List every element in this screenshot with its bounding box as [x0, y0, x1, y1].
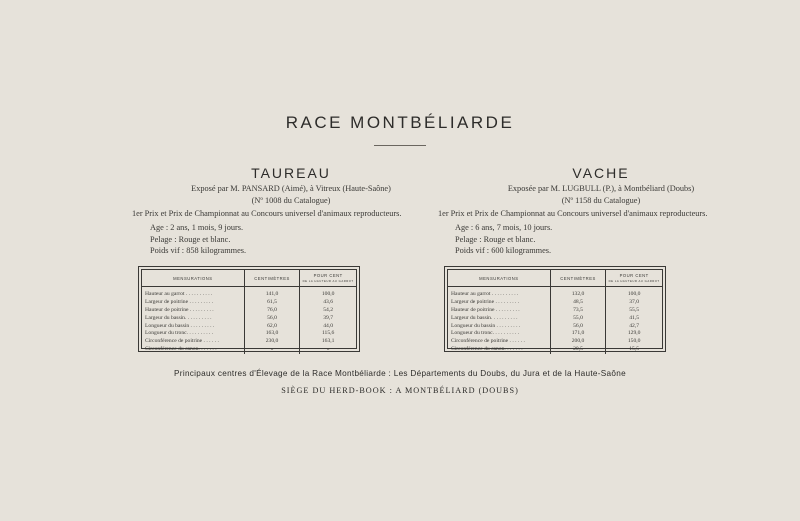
table-cell-cm: 200,0 [571, 338, 585, 345]
bull-catalogue: (Nº 1008 du Catalogue) [251, 195, 331, 205]
bull-cm-column [245, 287, 301, 354]
table-row-label: Longueur du bassin . . . . . . . . . [145, 322, 215, 329]
table-cell-pct: 43,6 [323, 298, 334, 305]
table-row-label: Circonférence de poitrine . . . . . . [451, 338, 525, 345]
bull-age: Age : 2 ans, 1 mois, 9 jours. [150, 223, 244, 232]
bull-prize: 1er Prix et Prix de Championnat au Concours universel d'animaux reproducteurs. [132, 209, 402, 218]
table-cell-cm: 56,0 [267, 314, 277, 321]
header-pour-cent-sub: DE LA HAUTEUR AU GARROT [608, 279, 660, 283]
table-row-label: Longueur du bassin . . . . . . . . . [451, 322, 521, 329]
table-cell-cm: 48,5 [573, 298, 583, 305]
table-cell-cm: 76,0 [267, 306, 277, 313]
table-cell-cm: 62,0 [267, 322, 277, 329]
table-cell-pct: 42,7 [629, 322, 640, 329]
table-cell-cm: 55,0 [573, 314, 583, 321]
cow-cm-column [551, 287, 607, 354]
bull-facts [150, 222, 246, 257]
cow-header [436, 165, 766, 206]
bull-header [126, 165, 456, 206]
cow-labels-column [448, 287, 551, 354]
bull-pelage: Pelage : Rouge et blanc. [150, 234, 231, 244]
table-cell-cm: 56,0 [573, 322, 583, 329]
table-cell-pct: 115,6 [321, 330, 335, 337]
table-row-label: Hauteur de poitrine . . . . . . . . . [145, 306, 214, 313]
header-mensurations: MENSURATIONS [142, 270, 245, 287]
cow-exhibitor: Exposée par M. LUGBULL (P.), à Montbéliard (Doubs) [507, 184, 695, 193]
breeding-centres-note: Principaux centres d'Élevage de la Race Montbéliarde : Les Départements du Doubs, du Jura et de la Haute-Saône [174, 369, 626, 378]
bull-weight: Poids vif : 858 kilogrammes. [150, 246, 247, 256]
cow-measurements-table [444, 266, 666, 352]
header-pour-cent-label: POUR CENT [619, 273, 649, 278]
header-pour-cent [300, 270, 356, 287]
bull-exhibitor: Exposé par M. PANSARD (Aimé), à Vitreux (Haute-Saône) [191, 184, 391, 193]
bull-pct-column [300, 287, 356, 354]
table-cell-cm: 73,5 [573, 306, 583, 313]
table-row-label: Largeur du bassin. . . . . . . . . . [451, 314, 518, 321]
table-cell-pct: » [326, 346, 330, 353]
header-pour-cent [606, 270, 662, 287]
table-cell-pct: 129,0 [627, 330, 641, 337]
table-cell-cm: 132,0 [571, 291, 585, 297]
table-row-label: Hauteur de poitrine . . . . . . . . . [451, 306, 520, 313]
cow-pct-column [606, 287, 662, 354]
table-cell-cm: » [270, 346, 274, 353]
table-cell-pct: 163,1 [321, 338, 335, 345]
cow-catalogue: (Nº 1158 du Catalogue) [561, 195, 641, 205]
table-row-label: Circonférence du canon. . . . . . . [145, 346, 217, 353]
herd-book-seat: SIÈGE DU HERD-BOOK : A MONTBÉLIARD (DOUBS) [281, 386, 519, 395]
table-cell-pct: 100,0 [321, 291, 335, 297]
table-cell-pct: 39,7 [323, 314, 334, 321]
table-row-label: Circonférence de poitrine . . . . . . [145, 338, 219, 345]
header-centimetres: CENTIMÈTRES [245, 270, 301, 287]
table-row-label: Circonférence du canon. . . . . . . [451, 346, 523, 353]
cow-title: VACHE [572, 165, 630, 181]
title-divider [374, 145, 426, 146]
cow-prize: 1er Prix et Prix de Championnat au Concours universel d'animaux reproducteurs. [438, 209, 708, 218]
table-cell-pct: 15,5 [629, 346, 640, 353]
table-row-label: Longueur du tronc. . . . . . . . . . [451, 330, 520, 337]
table-row-label: Largeur de poitrine . . . . . . . . . [145, 298, 214, 305]
table-cell-pct: 150,0 [627, 338, 641, 345]
cow-weight: Poids vif : 600 kilogrammes. [455, 246, 552, 256]
table-row-label: Hauteur au garrot . . . . . . . . . . [451, 291, 519, 297]
table-cell-cm: 230,0 [265, 338, 279, 345]
table-cell-pct: 41,5 [629, 314, 640, 321]
table-cell-cm: 171,0 [571, 330, 585, 337]
header-pour-cent-label: POUR CENT [313, 273, 343, 278]
table-cell-pct: 37,0 [629, 298, 640, 305]
table-cell-pct: 100,0 [627, 291, 641, 297]
table-cell-cm: 163,0 [265, 330, 279, 337]
header-mensurations: MENSURATIONS [448, 270, 551, 287]
table-row-label: Largeur du bassin. . . . . . . . . . [145, 314, 212, 321]
table-row-label: Longueur du tronc. . . . . . . . . . [145, 330, 214, 337]
cow-age: Age : 6 ans, 7 mois, 10 jours. [455, 223, 553, 232]
table-cell-cm: 61,5 [267, 298, 277, 305]
table-cell-pct: 54,2 [323, 306, 334, 313]
table-cell-cm: 20,5 [573, 346, 583, 353]
header-centimetres: CENTIMÈTRES [551, 270, 607, 287]
page-title: RACE MONTBÉLIARDE [285, 113, 515, 132]
bull-title: TAUREAU [251, 165, 331, 181]
table-cell-pct: 55,5 [629, 306, 640, 313]
header-pour-cent-sub: DE LA HAUTEUR AU GARROT [302, 279, 354, 283]
table-row-label: Largeur de poitrine . . . . . . . . . [451, 298, 520, 305]
table-cell-pct: 44,0 [323, 322, 334, 329]
table-cell-cm: 141,0 [265, 291, 279, 297]
cow-pelage: Pelage : Rouge et blanc. [455, 234, 536, 244]
bull-measurements-table [138, 266, 360, 352]
bull-labels-column [142, 287, 245, 354]
table-row-label: Hauteur au garrot . . . . . . . . . . [145, 291, 213, 297]
cow-facts [455, 222, 552, 257]
